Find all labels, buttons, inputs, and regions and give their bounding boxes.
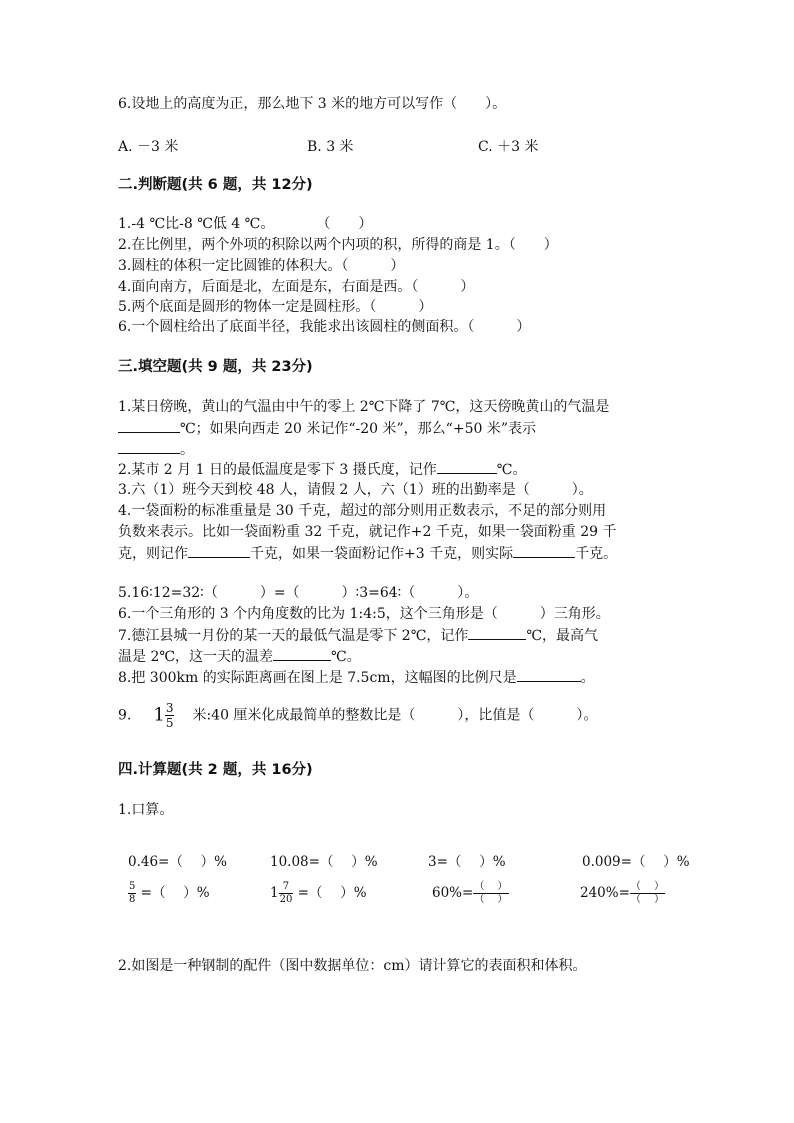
fill-q4-line1: 4.一袋面粉的标准重量是 30 千克，超过的部分则用正数表示，不足的部分则用: [118, 503, 607, 519]
calc-q1-label: 1.口算。: [118, 802, 174, 818]
answer-blank[interactable]: [437, 459, 497, 474]
fraction: $\frac{( )}{( )}$: [474, 881, 508, 905]
fill-q5: 5.16∶12=32∶（ ）=（ ）∶3=64∶（ ）。: [118, 585, 479, 601]
fraction: $\frac{5}{8}$: [129, 881, 136, 905]
fill-q3: 3.六（1）班今天到校 48 人，请假 2 人，六（1）班的出勤率是（ ）。: [118, 482, 593, 498]
judge-item-3: 3.圆柱的体积一定比圆锥的体积大。（ ）: [118, 258, 405, 274]
judge-item-1: 1.-4 ℃比-8 ℃低 4 ℃。 （ ）: [118, 216, 373, 232]
fill-q9: 9. 1 $\frac{3}{5}$ 米:40 厘米化成最简单的整数比是（ ），比值是（ ）。: [118, 701, 598, 730]
fill-q6: 6.一个三角形的 3 个内角度数的比为 1:4:5，这个三角形是（ ）三角形。: [118, 606, 610, 622]
judge-item-5: 5.两个底面是圆形的物体一定是圆柱形。（ ）: [118, 299, 433, 315]
option-a: A. －3 米: [118, 139, 179, 155]
calc-row1-item1: 0.46=（ ）%: [128, 854, 227, 870]
calc-row2-item2: 1 $\frac{7}{20}$ =（ ）%: [270, 881, 367, 905]
judge-item-4: 4.面向南方，后面是北，左面是东，右面是西。（ ）: [118, 279, 475, 295]
fraction: $\frac{7}{20}$: [279, 881, 293, 905]
judge-item-6: 6.一个圆柱给出了底面半径，我能求出该圆柱的侧面积。（ ）: [118, 319, 531, 335]
section-4-title: 四.计算题(共 2 题，共 16分): [118, 762, 313, 778]
fill-q4-line3: 克，则记作 千克，如果一袋面粉记作+3 千克，则实际 千克。: [118, 543, 617, 564]
question-6-text: 6.设地上的高度为正，那么地下 3 米的地方可以写作（ ）。: [118, 96, 507, 112]
section-2-title: 二.判断题(共 6 题，共 12分): [118, 177, 313, 193]
answer-blank[interactable]: [517, 667, 581, 682]
calc-row2-item3: 60%= $\frac{( )}{( )}$: [432, 881, 508, 905]
fill-q1-line3: 。: [118, 439, 194, 460]
calc-q2: 2.如图是一种钢制的配件（图中数据单位：cm）请计算它的表面积和体积。: [118, 958, 587, 974]
mixed-fraction: $\frac{3}{5}$: [165, 701, 174, 730]
fill-q4-line2: 负数来表示。比如一袋面粉重 32 千克，就记作+2 千克，如果一袋面粉重 29 千: [118, 524, 617, 540]
section-3-title: 三.填空题(共 9 题，共 23分): [118, 359, 313, 375]
calc-row2-item1: $\frac{5}{8}$ =（ ）%: [129, 881, 210, 905]
fill-q7-line1: 7.德江县城一月份的某一天的最低气温是零下 2℃，记作 ℃，最高气: [118, 625, 598, 646]
answer-blank[interactable]: [273, 646, 331, 661]
fill-q1-line2: ℃；如果向西走 20 米记作“-20 米”，那么“+50 米”表示: [118, 418, 536, 439]
calc-row2-item4: 240%= $\frac{( )}{( )}$: [580, 881, 665, 905]
calc-row1-item3: 3=（ ）%: [428, 854, 506, 870]
answer-blank[interactable]: [513, 543, 575, 558]
option-c: C. ＋3 米: [478, 139, 539, 155]
calc-row1-item4: 0.009=（ ）%: [582, 854, 690, 870]
fill-q8: 8.把 300km 的实际距离画在图上是 7.5cm，这幅图的比例尺是 。: [118, 667, 595, 688]
answer-blank[interactable]: [118, 439, 180, 454]
fraction: $\frac{( )}{( )}$: [630, 881, 665, 905]
answer-blank[interactable]: [468, 625, 526, 640]
fill-q2: 2.某市 2 月 1 日的最低温度是零下 3 摄氏度，记作 ℃。: [118, 459, 526, 480]
fill-q7-line2: 温是 2℃，这一天的温差 ℃。: [118, 646, 361, 667]
calc-row1-item2: 10.08=（ ）%: [270, 854, 378, 870]
answer-blank[interactable]: [188, 543, 250, 558]
judge-item-2: 2.在比例里，两个外项的积除以两个内项的积，所得的商是 1。（ ）: [118, 237, 558, 253]
fill-q1-line1: 1.某日傍晚，黄山的气温由中午的零上 2℃下降了 7℃，这天傍晚黄山的气温是: [118, 399, 610, 415]
option-b: B. 3 米: [307, 139, 354, 155]
answer-blank[interactable]: [118, 418, 180, 433]
